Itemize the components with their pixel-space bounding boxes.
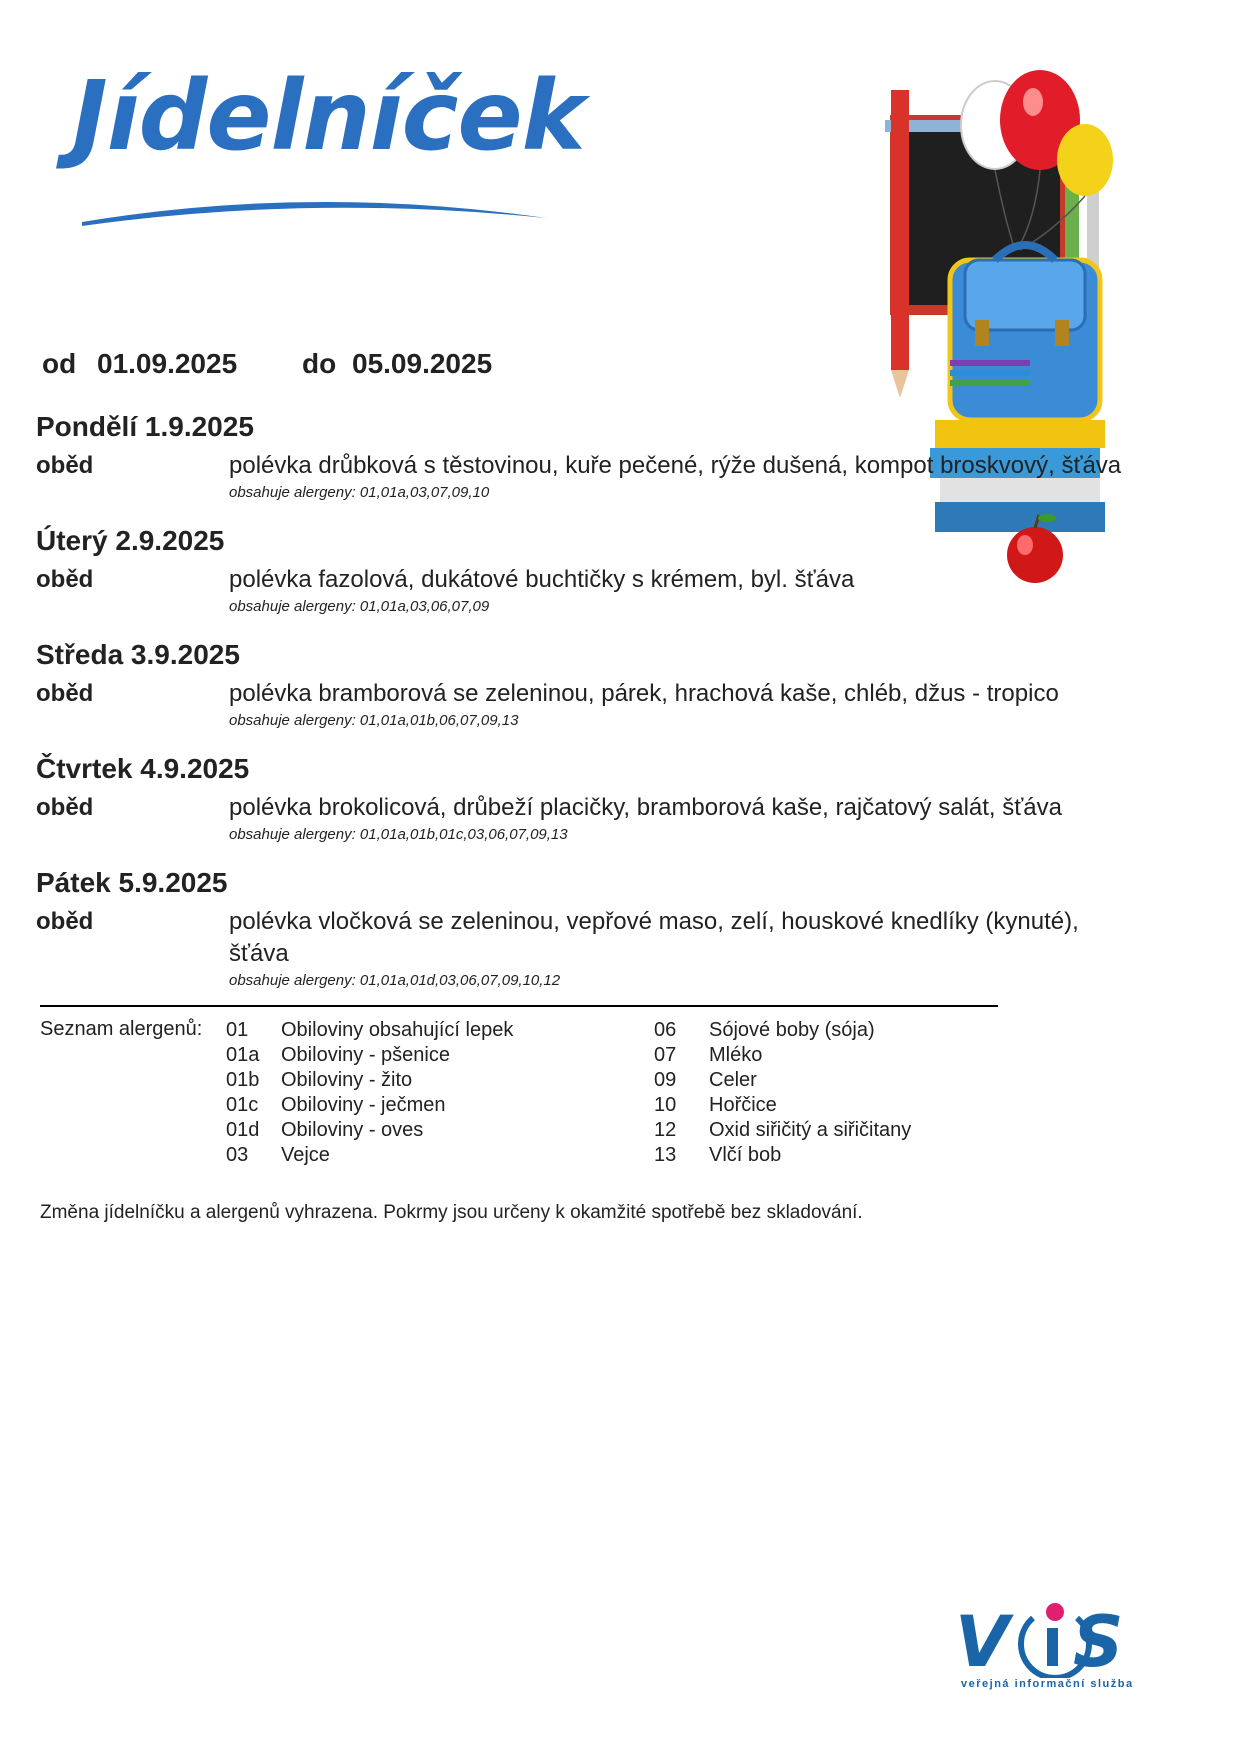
page-title: Jídelníček (72, 60, 585, 172)
day-title: Čtvrtek 4.9.2025 (36, 753, 250, 784)
meal-row (36, 906, 1156, 990)
day-title: Úterý 2.9.2025 (36, 525, 225, 556)
allergen-name: Obiloviny - ječmen (281, 1094, 446, 1116)
day-thursday (36, 752, 1156, 844)
allergen-name: Mléko (709, 1044, 763, 1066)
day-wednesday (36, 638, 1156, 730)
allergen-list-heading: Seznam alergenů: (40, 1018, 203, 1040)
day-title: Středa 3.9.2025 (36, 639, 240, 670)
allergen-name: Obiloviny - žito (281, 1069, 413, 1091)
meal-row (36, 792, 1156, 844)
meal-label: oběd (36, 908, 94, 935)
meal-row (36, 564, 1156, 616)
meal-allergens: obsahuje alergeny: 01,01a,03,06,07,09 (229, 598, 490, 615)
vis-tagline: veřejná informační služba (961, 1678, 1134, 1690)
meal-label: oběd (36, 794, 94, 821)
allergen-code: 01d (226, 1119, 260, 1141)
section-divider (40, 1005, 998, 1007)
meal-description: polévka fazolová, dukátové buchtičky s krémem, byl. šťáva (229, 566, 855, 593)
day-monday (36, 410, 1156, 502)
period-from-label: od (42, 348, 77, 379)
allergen-code: 03 (226, 1144, 249, 1166)
allergen-name: Obiloviny - pšenice (281, 1044, 450, 1066)
meal-label: oběd (36, 452, 94, 479)
svg-text:V: V (955, 1601, 1010, 1678)
allergen-name: Celer (709, 1069, 757, 1091)
allergen-code: 06 (654, 1019, 677, 1041)
allergen-code: 12 (654, 1119, 677, 1141)
allergen-name: Oxid siřičitý a siřičitany (709, 1119, 912, 1141)
meal-description: polévka drůbková s těstovinou, kuře pečené, rýže dušená, kompot broskvový, šťáva (229, 452, 1122, 479)
svg-text:S: S (1073, 1601, 1124, 1678)
allergen-name: Sójové boby (sója) (709, 1019, 875, 1041)
page-title-logo (72, 60, 585, 240)
school-supplies-illustration (855, 60, 1135, 600)
allergen-name: Vejce (281, 1144, 330, 1166)
meal-label: oběd (36, 680, 94, 707)
period-to-label: do (302, 348, 337, 379)
meal-row (36, 450, 1156, 502)
allergen-name: Hořčice (709, 1094, 777, 1116)
meal-description: polévka vločková se zeleninou, vepřové maso, zelí, houskové knedlíky (kynuté), šťáva (229, 908, 1079, 967)
allergen-name: Obiloviny - oves (281, 1119, 424, 1141)
allergen-code: 01b (226, 1069, 260, 1091)
allergen-code: 13 (654, 1144, 677, 1166)
day-title: Pátek 5.9.2025 (36, 867, 228, 898)
meal-row (36, 678, 1156, 730)
period-to-date: 05.09.2025 (352, 348, 493, 379)
meal-label: oběd (36, 566, 94, 593)
day-tuesday (36, 524, 1156, 616)
allergen-name: Vlčí bob (709, 1144, 782, 1166)
meal-allergens: obsahuje alergeny: 01,01a,01b,01c,03,06,07,09,13 (229, 826, 568, 843)
period-from-date: 01.09.2025 (97, 348, 238, 379)
allergen-name: Obiloviny obsahující lepek (281, 1019, 514, 1041)
allergen-code: 01 (226, 1019, 249, 1041)
allergen-code: 07 (654, 1044, 677, 1066)
allergen-code: 10 (654, 1094, 677, 1116)
footer-note: Změna jídelníčku a alergenů vyhrazena. Pokrmy jsou určeny k okamžité spotřebě bez skladování. (40, 1202, 863, 1223)
meal-description: polévka bramborová se zeleninou, párek, hrachová kaše, chléb, džus - tropico (229, 680, 1059, 707)
day-title: Pondělí 1.9.2025 (36, 411, 254, 442)
meal-allergens: obsahuje alergeny: 01,01a,03,07,09,10 (229, 484, 490, 501)
meal-description: polévka brokolicová, drůbeží placičky, bramborová kaše, rajčatový salát, šťáva (229, 794, 1062, 821)
meal-allergens: obsahuje alergeny: 01,01a,01d,03,06,07,09,10,12 (229, 972, 561, 989)
allergen-code: 01a (226, 1044, 260, 1066)
day-friday (36, 866, 1156, 990)
allergen-code: 01c (226, 1094, 259, 1116)
allergen-code: 09 (654, 1069, 677, 1091)
meal-allergens: obsahuje alergeny: 01,01a,01b,06,07,09,13 (229, 712, 519, 729)
title-underline-swoosh (80, 190, 550, 230)
vis-logo (955, 1598, 1134, 1698)
vis-logo-mark (955, 1598, 1130, 1678)
